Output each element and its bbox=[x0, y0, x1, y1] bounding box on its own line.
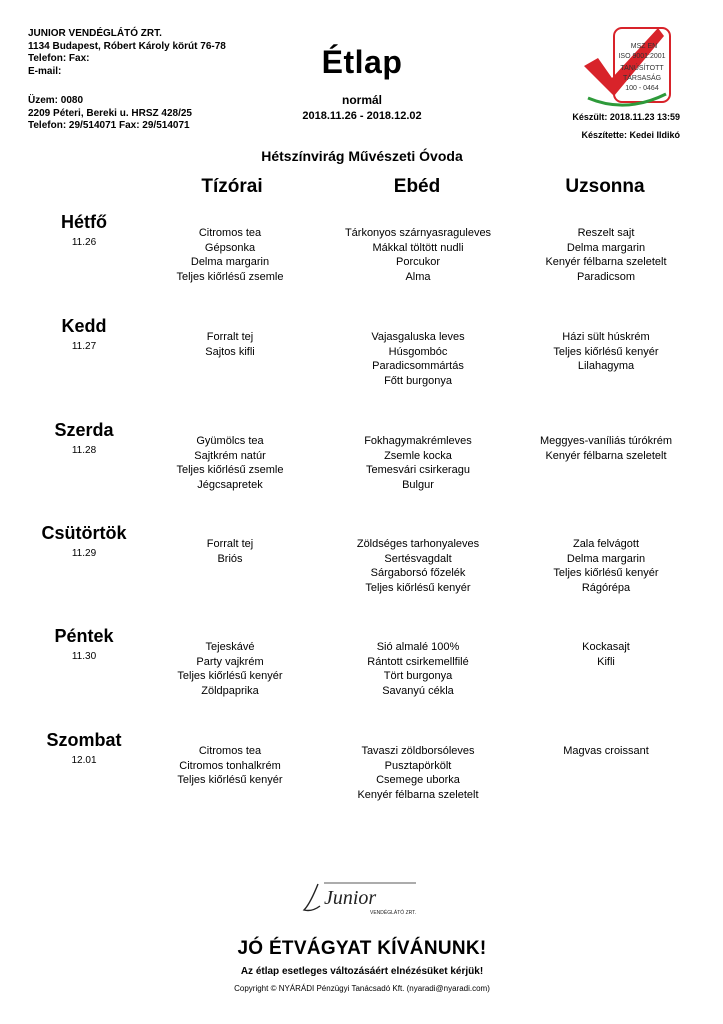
menu-cell-tizorai bbox=[130, 330, 330, 359]
day-name: Kedd bbox=[61, 316, 107, 336]
created-timestamp: Készült: 2018.11.23 13:59 bbox=[572, 112, 680, 122]
day-name: Hétfő bbox=[61, 212, 107, 232]
menu-item: Temesvári csirkeragu bbox=[366, 464, 470, 477]
unit-id: Üzem: 0080 bbox=[28, 95, 84, 106]
menu-item: Tejeskávé bbox=[205, 641, 255, 653]
cert-line: 100 - 0464 bbox=[625, 85, 659, 92]
menu-item: Forralt tej bbox=[206, 538, 254, 550]
menu-item: Briós bbox=[217, 552, 243, 565]
author: Készítette: Kedei Ildikó bbox=[581, 130, 680, 140]
day-date: 12.01 bbox=[71, 755, 97, 766]
apology-note: Az étlap esetleges változásáért elnézésüket kérjük! bbox=[240, 966, 484, 977]
day-row bbox=[0, 626, 723, 726]
menu-cell-ebed bbox=[318, 537, 518, 596]
menu-cell-uzsonna bbox=[506, 744, 706, 759]
company-name: JUNIOR VENDÉGLÁTÓ ZRT. bbox=[28, 28, 162, 39]
menu-cell-uzsonna bbox=[506, 640, 706, 669]
menu-item: Kockasajt bbox=[582, 641, 630, 653]
menu-item: Kenyér félbarna szeletelt bbox=[545, 449, 667, 462]
bon-appetit-message: JÓ ÉTVÁGYAT KÍVÁNUNK! bbox=[237, 938, 487, 959]
logo-wordmark: Junior bbox=[324, 887, 377, 909]
menu-item: Meggyes-vaníliás túrókrém bbox=[539, 435, 673, 447]
day-name: Szerda bbox=[54, 420, 114, 440]
menu-cell-uzsonna bbox=[506, 330, 706, 374]
iso-certification-seal bbox=[578, 22, 674, 108]
menu-item: Teljes kiőrlésű kenyér bbox=[553, 567, 659, 580]
unit-info bbox=[28, 95, 192, 133]
menu-item: Teljes kiőrlésű zsemle bbox=[176, 271, 284, 284]
menu-item: Jégcsapretek bbox=[197, 479, 263, 492]
menu-item: Paradicsom bbox=[576, 271, 636, 284]
menu-item: Főtt burgonya bbox=[384, 375, 452, 388]
menu-item: Kenyér félbarna szeletelt bbox=[357, 789, 479, 802]
menu-cell-uzsonna bbox=[506, 226, 706, 285]
menu-item: Teljes kiőrlésű kenyér bbox=[365, 582, 471, 595]
menu-item: Kenyér félbarna szeletelt bbox=[545, 256, 667, 269]
menu-item: Forralt tej bbox=[206, 331, 254, 343]
day-date: 11.30 bbox=[71, 651, 97, 662]
cert-line: ISO 9001:2001 bbox=[618, 53, 666, 60]
menu-item: Csemege uborka bbox=[376, 774, 460, 787]
menu-item: Zala felvágott bbox=[572, 538, 640, 550]
menu-item: Sertésvagdalt bbox=[384, 552, 452, 565]
day-name: Szombat bbox=[46, 730, 122, 750]
menu-item: Rágórépa bbox=[581, 582, 631, 595]
menu-item: Húsgombóc bbox=[388, 345, 448, 358]
menu-item: Gyümölcs tea bbox=[196, 435, 264, 447]
menu-item: Zöldséges tarhonyaleves bbox=[356, 538, 480, 550]
menu-item: Vajasgaluska leves bbox=[371, 331, 465, 343]
menu-cell-ebed bbox=[318, 640, 518, 699]
day-date: 11.29 bbox=[71, 548, 97, 559]
unit-address: 2209 Péteri, Bereki u. HRSZ 428/25 bbox=[28, 107, 192, 119]
menu-item: Lilahagyma bbox=[577, 360, 635, 373]
day-date: 11.28 bbox=[71, 445, 97, 456]
menu-item: Fokhagymakrémleves bbox=[364, 435, 472, 447]
menu-item: Tört burgonya bbox=[383, 670, 453, 683]
column-header-ebed: Ebéd bbox=[393, 176, 441, 197]
menu-cell-tizorai bbox=[130, 744, 330, 788]
menu-item: Savanyú cékla bbox=[382, 685, 454, 698]
menu-cell-tizorai bbox=[130, 537, 330, 566]
menu-item: Citromos tea bbox=[198, 745, 262, 757]
day-row bbox=[0, 523, 723, 623]
junior-logo bbox=[300, 880, 424, 918]
menu-cell-tizorai bbox=[130, 640, 330, 699]
day-row bbox=[0, 730, 723, 830]
menu-cell-uzsonna bbox=[506, 537, 706, 596]
menu-item: Sajtos kifli bbox=[205, 345, 255, 358]
menu-item: Magvas croissant bbox=[563, 745, 649, 757]
company-info bbox=[28, 28, 226, 78]
cert-line: TANÚSÍTOTT bbox=[620, 65, 664, 72]
copyright-notice: Copyright © NYÁRÁDI Pénzügyi Tanácsadó Kft. (nyaradi@nyaradi.com) bbox=[234, 984, 490, 993]
menu-item: Porcukor bbox=[395, 256, 441, 269]
menu-type: normál bbox=[341, 93, 382, 107]
day-date: 11.26 bbox=[71, 237, 97, 248]
company-address: 1134 Budapest, Róbert Károly körút 76-78 bbox=[28, 40, 226, 52]
menu-item: Delma margarin bbox=[566, 241, 646, 254]
menu-item: Teljes kiőrlésű kenyér bbox=[177, 774, 283, 787]
menu-item: Zöldpaprika bbox=[201, 685, 259, 698]
menu-item: Delma margarin bbox=[190, 256, 270, 269]
menu-item: Zsemle kocka bbox=[384, 449, 452, 462]
cert-line: MSZ EN bbox=[630, 43, 658, 50]
menu-item: Sárgaborsó főzelék bbox=[370, 567, 466, 580]
menu-item: Házi sült húskrém bbox=[562, 331, 650, 343]
menu-item: Sajtkrém natúr bbox=[194, 449, 266, 462]
menu-cell-ebed bbox=[318, 434, 518, 493]
menu-item: Teljes kiőrlésű zsemle bbox=[176, 464, 284, 477]
menu-cell-uzsonna bbox=[506, 434, 706, 463]
menu-item: Delma margarin bbox=[566, 552, 646, 565]
menu-period: 2018.11.26 - 2018.12.02 bbox=[302, 110, 422, 122]
page-title: Étlap bbox=[321, 44, 403, 80]
menu-item: Tárkonyos szárnyasraguleves bbox=[344, 227, 492, 239]
menu-item: Alma bbox=[405, 271, 431, 284]
company-email: E-mail: bbox=[28, 65, 62, 77]
menu-item: Gépsonka bbox=[204, 241, 256, 254]
menu-item: Sió almalé 100% bbox=[376, 641, 460, 653]
menu-cell-ebed bbox=[318, 330, 518, 389]
day-row bbox=[0, 212, 723, 312]
cert-line: TÁRSASÁG bbox=[622, 75, 662, 82]
menu-item: Bulgur bbox=[402, 479, 434, 492]
menu-item: Rántott csirkemellfilé bbox=[367, 655, 469, 668]
menu-item: Reszelt sajt bbox=[577, 227, 635, 239]
school-name: Hétszínvirág Művészeti Óvoda bbox=[261, 148, 463, 164]
menu-item: Citromos tea bbox=[198, 227, 262, 239]
menu-item: Citromos tonhalkrém bbox=[179, 759, 281, 772]
menu-item: Pusztapörkölt bbox=[384, 759, 452, 772]
menu-item: Paradicsommártás bbox=[372, 360, 464, 373]
unit-phone: Telefon: 29/514071 Fax: 29/514071 bbox=[28, 120, 190, 131]
column-header-tizorai: Tízórai bbox=[201, 176, 263, 197]
day-date: 11.27 bbox=[71, 341, 97, 352]
menu-item: Teljes kiőrlésű kenyér bbox=[553, 345, 659, 358]
menu-cell-tizorai bbox=[130, 226, 330, 285]
menu-item: Party vajkrém bbox=[196, 655, 264, 668]
menu-item: Tavaszi zöldborsóleves bbox=[361, 745, 475, 757]
day-row bbox=[0, 316, 723, 416]
company-phone: Telefon: Fax: bbox=[28, 53, 90, 64]
column-header-uzsonna: Uzsonna bbox=[565, 176, 645, 197]
menu-item: Kifli bbox=[597, 655, 615, 668]
menu-item: Teljes kiőrlésű kenyér bbox=[177, 670, 283, 683]
day-row bbox=[0, 420, 723, 520]
logo-subtitle: VENDÉGLÁTÓ ZRT. bbox=[370, 910, 417, 916]
menu-cell-tizorai bbox=[130, 434, 330, 493]
menu-cell-ebed bbox=[318, 226, 518, 285]
menu-cell-ebed bbox=[318, 744, 518, 803]
menu-item: Mákkal töltött nudli bbox=[372, 241, 464, 254]
day-name: Csütörtök bbox=[41, 523, 127, 543]
day-name: Péntek bbox=[54, 626, 114, 646]
